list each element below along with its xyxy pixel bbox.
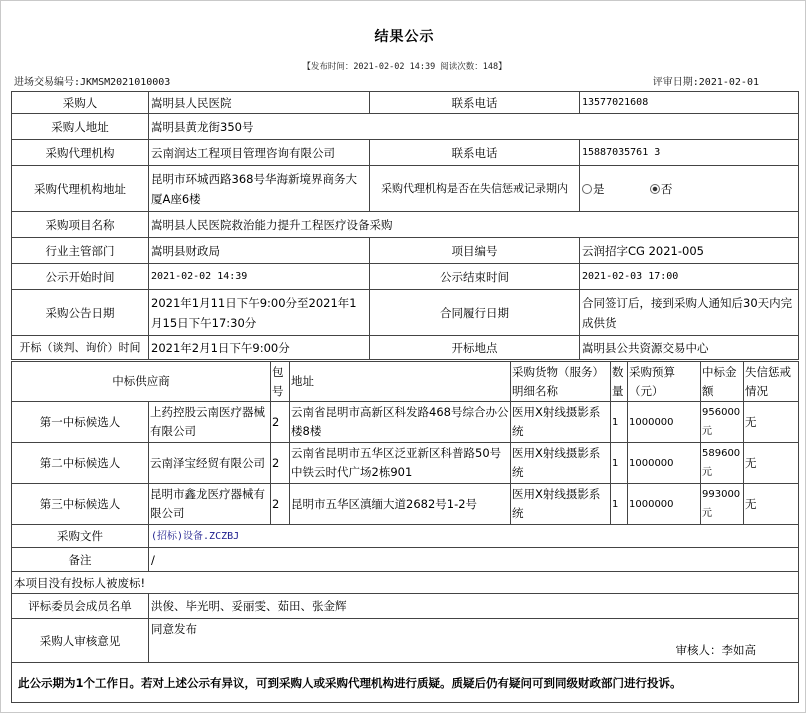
table-row — [12, 619, 799, 663]
purchaser-address-label: 采购人地址 — [12, 114, 149, 140]
candidate-amount: 956000元 — [701, 402, 744, 443]
perform-date: 合同签订后，接到采购人通知后30天内完成供货 — [580, 290, 799, 336]
candidate-rank: 第三中标候选人 — [12, 484, 149, 525]
table-row — [12, 572, 799, 594]
table-row — [12, 663, 799, 703]
candidate-dishonest: 无 — [744, 402, 799, 443]
agency-address: 昆明市环城西路368号华海新境界商务大厦A座6楼 — [149, 166, 370, 212]
table-row — [12, 402, 799, 443]
candidate-budget: 1000000 — [628, 443, 701, 484]
transaction-number: 进场交易编号:JKMSM2021010003 — [14, 77, 171, 88]
purchaser-label: 采购人 — [12, 92, 149, 114]
table-row — [12, 92, 799, 114]
announce-date: 2021年1月11日下午9:00分至2021年1月15日下午17:30分 — [149, 290, 370, 336]
candidate-amount: 589600元 — [701, 443, 744, 484]
dishonest-record-label: 采购代理机构是否在失信惩戒记录期内 — [370, 166, 580, 212]
project-info-table — [11, 91, 799, 360]
start-time-label: 公示开始时间 — [12, 264, 149, 290]
review-date: 评审日期:2021-02-01 — [652, 77, 759, 88]
agency-address-label: 采购代理机构地址 — [12, 166, 149, 212]
candidate-rank: 第一中标候选人 — [12, 402, 149, 443]
header-supplier: 中标供应商 — [12, 362, 271, 402]
start-time: 2021-02-02 14:39 — [149, 264, 370, 290]
radio-yes-label: 是 — [593, 181, 605, 196]
table-row — [12, 290, 799, 336]
header-address: 地址 — [290, 362, 511, 402]
agency-phone-label: 联系电话 — [370, 140, 580, 166]
candidate-quantity: 1 — [611, 484, 628, 525]
agency-phone: 15887035761 3 — [580, 140, 799, 166]
table-row — [12, 264, 799, 290]
header-amount: 中标金额 — [701, 362, 744, 402]
table-row — [12, 114, 799, 140]
candidate-package: 2 — [271, 443, 290, 484]
procurement-doc-link[interactable]: (招标)设备.ZCZBJ — [151, 531, 240, 542]
candidate-address: 昆明市五华区滇缅大道2682号1-2号 — [290, 484, 511, 525]
candidate-goods: 医用X射线摄影系统 — [511, 402, 611, 443]
project-name: 嵩明县人民医院救治能力提升工程医疗设备采购 — [149, 212, 799, 238]
header-budget: 采购预算（元） — [628, 362, 701, 402]
table-row — [12, 336, 799, 360]
candidate-goods: 医用X射线摄影系统 — [511, 484, 611, 525]
opinion-label: 采购人审核意见 — [12, 619, 149, 663]
radio-no[interactable] — [650, 182, 673, 196]
dept-label: 行业主管部门 — [12, 238, 149, 264]
end-time-label: 公示结束时间 — [370, 264, 580, 290]
project-no: 云润招字CG 2021-005 — [580, 238, 799, 264]
radio-no-label: 否 — [660, 181, 673, 196]
dept-value: 嵩明县财政局 — [149, 238, 370, 264]
candidate-package: 2 — [271, 402, 290, 443]
table-row — [12, 443, 799, 484]
radio-yes-icon[interactable] — [582, 184, 592, 194]
agency-value: 云南润达工程项目管理咨询有限公司 — [149, 140, 370, 166]
footer-table — [11, 524, 799, 703]
open-time: 2021年2月1日下午9:00分 — [149, 336, 370, 360]
table-row — [12, 238, 799, 264]
open-place-label: 开标地点 — [370, 336, 580, 360]
candidate-address: 云南省昆明市高新区科发路468号综合办公楼8楼 — [290, 402, 511, 443]
candidate-budget: 1000000 — [628, 402, 701, 443]
table-header-row — [12, 362, 799, 402]
header-quantity: 数量 — [611, 362, 628, 402]
publish-info: 【发布时间：2021-02-02 14:39 阅读次数：148】 — [302, 62, 507, 72]
end-time: 2021-02-03 17:00 — [580, 264, 799, 290]
candidate-rank: 第二中标候选人 — [12, 443, 149, 484]
note-label: 备注 — [12, 548, 149, 572]
table-row — [12, 140, 799, 166]
table-row — [12, 212, 799, 238]
candidate-address: 云南省昆明市五华区泛亚新区科普路50号中铁云时代广场2栋901 — [290, 443, 511, 484]
table-row — [12, 594, 799, 619]
radio-yes[interactable] — [582, 182, 605, 196]
candidate-supplier: 上药控股云南医疗器械有限公司 — [149, 402, 271, 443]
candidate-quantity: 1 — [611, 402, 628, 443]
table-row — [12, 484, 799, 525]
candidate-quantity: 1 — [611, 443, 628, 484]
opinion-text: 同意发布 — [151, 622, 197, 636]
note-value: / — [149, 548, 799, 572]
project-no-label: 项目编号 — [370, 238, 580, 264]
table-row — [12, 548, 799, 572]
candidate-amount: 993000元 — [701, 484, 744, 525]
table-row — [12, 166, 799, 212]
radio-no-icon[interactable] — [650, 184, 660, 194]
agency-label: 采购代理机构 — [12, 140, 149, 166]
header-package: 包号 — [271, 362, 290, 402]
candidate-supplier: 昆明市鑫龙医疗器械有限公司 — [149, 484, 271, 525]
purchaser-phone: 13577021608 — [580, 92, 799, 114]
open-place: 嵩明县公共资源交易中心 — [580, 336, 799, 360]
announce-date-label: 采购公告日期 — [12, 290, 149, 336]
committee-members: 洪俊、毕光明、妥丽雯、茹田、张金辉 — [149, 594, 799, 619]
table-row — [12, 525, 799, 548]
procurement-doc-label: 采购文件 — [12, 525, 149, 548]
dishonest-radio-group — [580, 166, 799, 212]
candidates-table — [11, 361, 799, 525]
header-dishonest: 失信惩戒情况 — [744, 362, 799, 402]
candidate-goods: 医用X射线摄影系统 — [511, 443, 611, 484]
candidate-supplier: 云南泽宝经贸有限公司 — [149, 443, 271, 484]
purchaser-value: 嵩明县人民医院 — [149, 92, 370, 114]
contact-phone-label: 联系电话 — [370, 92, 580, 114]
committee-label: 评标委员会成员名单 — [12, 594, 149, 619]
candidate-dishonest: 无 — [744, 484, 799, 525]
header-goods: 采购货物（服务）明细名称 — [511, 362, 611, 402]
candidate-package: 2 — [271, 484, 290, 525]
reviewer: 审核人：李如高 — [675, 643, 756, 657]
candidate-dishonest: 无 — [744, 443, 799, 484]
statement-notice: 此公示期为1个工作日。若对上述公示有异议，可到采购人或采购代理机构进行质疑。质疑后仍有疑问可到同级财政部门进行投诉。 — [12, 663, 799, 703]
project-name-label: 采购项目名称 — [12, 212, 149, 238]
invalid-bid-notice: 本项目没有投标人被废标! — [12, 572, 799, 594]
perform-date-label: 合同履行日期 — [370, 290, 580, 336]
purchaser-address: 嵩明县黄龙街350号 — [149, 114, 799, 140]
candidate-budget: 1000000 — [628, 484, 701, 525]
open-time-label: 开标（谈判、询价）时间 — [12, 336, 149, 360]
page-title: 结果公示 — [374, 29, 435, 45]
